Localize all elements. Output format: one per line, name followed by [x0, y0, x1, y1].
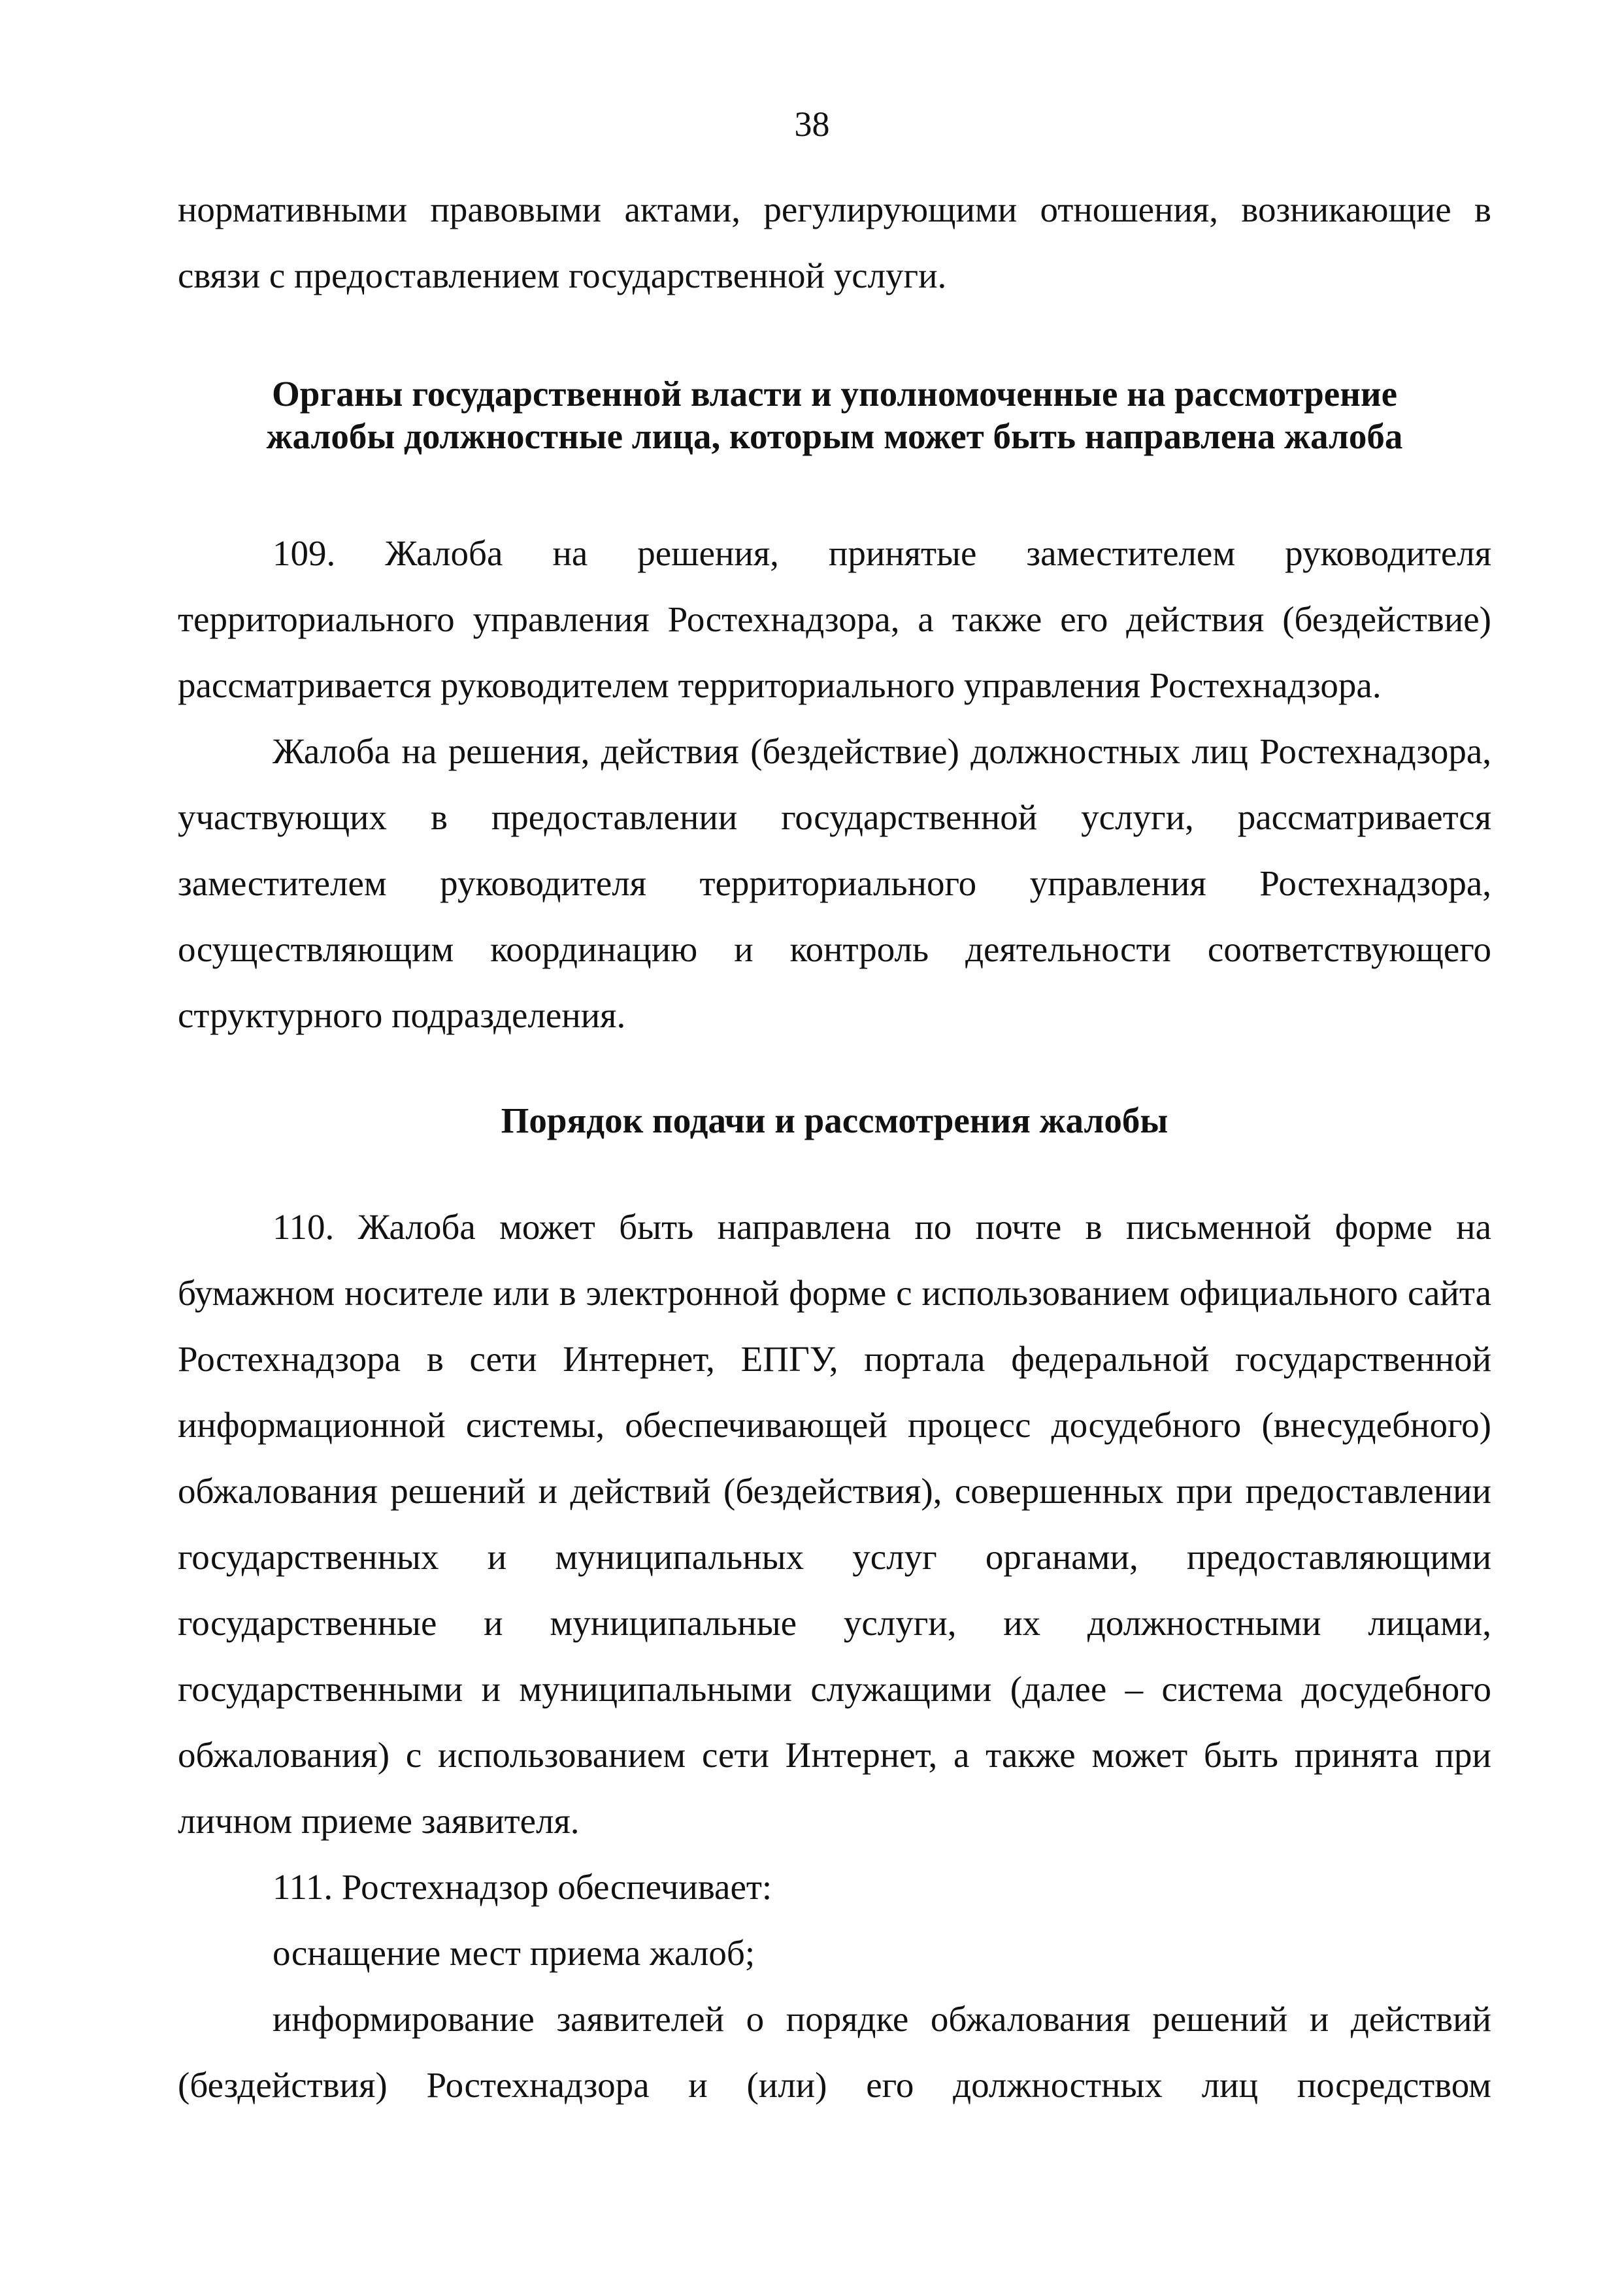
section-heading-complaint-authorities: [178, 372, 1491, 457]
document-body: [178, 176, 1491, 2118]
page-number: 38: [794, 105, 830, 144]
paragraph-111-item-2: информирование заявителей о порядке обжалования решений и действий (бездействия) Ростехнадзора и (или) его должностных лиц посредством: [178, 1999, 1491, 2105]
paragraph-111-item-1: оснащение мест приема жалоб;: [273, 1933, 755, 1973]
section-heading-complaint-procedure: Порядок подачи и рассмотрения жалобы: [501, 1100, 1168, 1140]
paragraph-111: 111. Ростехнадзор обеспечивает:: [273, 1867, 772, 1907]
paragraph-109: 109. Жалоба на решения, принятые заместителем руководителя территориального управления Ростехнадзора, а также его действия (бездействие) рассматривается руководителем территориального управления Ростехнадзора.: [178, 533, 1491, 705]
paragraph-110: 110. Жалоба может быть направлена по почте в письменной форме на бумажном носителе или в электронной форме с использованием официального сайта Ростехнадзора в сети Интернет, ЕПГУ, портала федеральной государственной информационной системы, обеспечивающей процесс досудебного (внесудебного) обжалования решений и действий (бездействия), совершенных при предоставлении государственных и муниципальных услуг органами, предоставляющими государственные и муниципальные услуги, их должностными лицами, государственными и муниципальными служащими (далее – система досудебного обжалования) с использованием сети Интернет, а также может быть принята при личном приеме заявителя.: [178, 1207, 1491, 1841]
heading-line-2: жалобы должностные лица, которым может быть направлена жалоба: [266, 416, 1403, 456]
intro-paragraph: нормативными правовыми актами, регулирующими отношения, возникающие в связи с предоставлением государственной услуги.: [178, 190, 1491, 295]
paragraph-109-part-2: Жалоба на решения, действия (бездействие) должностных лиц Ростехнадзора, участвующих в предоставлении государственной услуги, рассматривается заместителем руководителя территориального управления Ростехнадзора, осуществляющим координацию и контроль деятельности соответствующего структурного подразделения.: [178, 731, 1491, 1035]
heading-line-1: Органы государственной власти и уполномоченные на рассмотрение: [272, 374, 1397, 414]
